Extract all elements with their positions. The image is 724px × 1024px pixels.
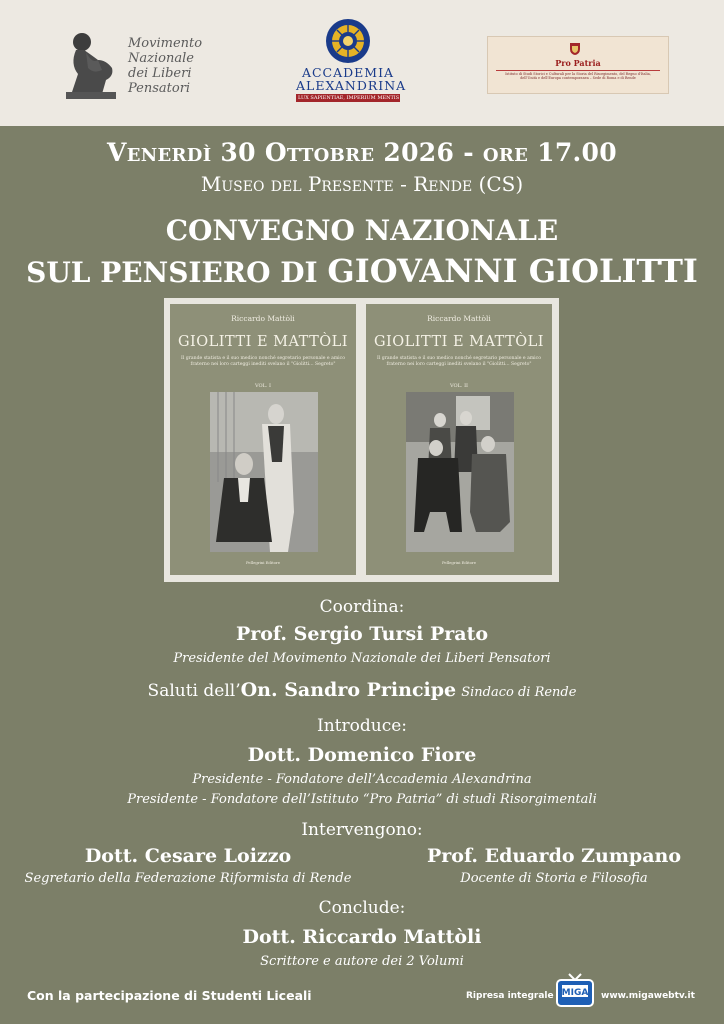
introduce-role2: Presidente - Fondatore dell’Istituto “Pro Patria” di studi Risorgimentali — [127, 792, 597, 807]
saluti-prefix: Saluti dell’ — [147, 681, 241, 701]
book-title: GIOLITTI E MATTÒLI — [373, 334, 545, 350]
pro-patria-logo — [487, 36, 669, 94]
sun-emblem-icon — [325, 18, 371, 64]
thinker-statue-icon — [62, 30, 122, 100]
header-band — [0, 0, 724, 126]
event-title-line1: CONVEGNO NAZIONALE — [165, 214, 559, 247]
title-prefix: SUL PENSIERO DI — [26, 256, 328, 289]
book-cover-vol1 — [170, 304, 356, 575]
accademia-line2: ALEXANDRINA — [296, 78, 407, 93]
movimento-logo — [62, 30, 222, 102]
speaker1-role: Segretario della Federazione Riformista di Rende — [24, 871, 352, 886]
pro-patria-divider — [496, 70, 660, 71]
historic-photo-vol2 — [406, 392, 514, 552]
speaker1 — [20, 845, 356, 886]
book-author: Riccardo Mattòli — [231, 314, 295, 323]
book-cover-vol2 — [366, 304, 552, 575]
footer-website[interactable]: www.migawebtv.it — [601, 991, 695, 1001]
footer-ripresa: Ripresa integrale — [466, 991, 554, 1001]
movimento-name: Movimento Nazionale dei Liberi Pensatori — [128, 36, 203, 96]
speaker1-name: Dott. Cesare Loizzo — [84, 845, 292, 867]
book-subtitle: Il grande statista e il suo medico nonché segretario personale e amico fraterno nei loro carteggi inediti svelano il "Giolitti... Segreto" — [181, 356, 345, 367]
saluti-name: On. Sandro Principe — [240, 679, 457, 701]
saluti-role: Sindaco di Rende — [461, 685, 577, 700]
footer-students: Con la partecipazione di Studenti Liceali — [27, 988, 312, 1003]
introduce-role1: Presidente - Fondatore dell’Accademia Alexandrina — [192, 772, 532, 787]
speaker2-name: Prof. Eduardo Zumpano — [426, 845, 682, 867]
book-covers — [164, 298, 559, 582]
miga-label: MIGA — [561, 988, 589, 998]
pro-patria-title: Pro Patria — [555, 58, 601, 68]
book-author: Riccardo Mattòli — [427, 314, 491, 323]
historic-photo-vol1 — [210, 392, 318, 552]
coordina-label: Coordina: — [319, 597, 405, 617]
book-publisher: Pellegrini Editore — [442, 560, 476, 565]
conclude-label: Conclude: — [318, 898, 406, 918]
conclude-role: Scrittore e autore dei 2 Volumi — [260, 954, 464, 969]
book-publisher: Pellegrini Editore — [246, 560, 280, 565]
introduce-name: Dott. Domenico Fiore — [247, 744, 477, 766]
accademia-motto: LUX SAPIENTIAE, IMPERIUM MENTIS — [298, 95, 400, 101]
coordina-role: Presidente del Movimento Nazionale dei Liberi Pensatori — [173, 651, 551, 666]
pro-patria-subtitle: Istituto di Studi Storici e Culturali per la Storia del Risorgimento, del Regno d'Italia, dell'Unità e dell'Europa contemporanea – Sede di Roma e di Rende — [505, 72, 651, 81]
intervengono-label: Intervengono: — [301, 820, 423, 840]
accademia-alexandrina-logo — [296, 18, 407, 110]
book-volume: VOL. II — [449, 383, 469, 389]
book-volume: VOL. I — [254, 383, 272, 389]
coordina-name: Prof. Sergio Tursi Prato — [235, 623, 489, 645]
event-title-line2 — [0, 252, 724, 290]
speaker2-role: Docente di Storia e Filosofia — [460, 871, 648, 886]
shield-icon — [568, 42, 582, 56]
miga-tv-logo-icon — [555, 972, 595, 1010]
introduce-label: Introduce: — [317, 716, 407, 736]
book-subtitle: Il grande statista e il suo medico nonché segretario personale e amico fraterno nei loro carteggi inediti svelano il "Giolitti... Segreto" — [377, 356, 541, 367]
saluti-line — [0, 679, 724, 701]
title-name: GIOVANNI GIOLITTI — [327, 252, 698, 290]
event-venue: Museo del Presente - Rende (CS) — [200, 172, 524, 196]
book-title: GIOLITTI E MATTÒLI — [177, 334, 349, 350]
event-date: Venerdì 30 Ottobre 2026 - ore 17.00 — [107, 138, 617, 167]
accademia-line1: ACCADEMIA — [301, 65, 395, 80]
speaker2 — [398, 845, 710, 886]
conclude-name: Dott. Riccardo Mattòli — [242, 926, 482, 948]
